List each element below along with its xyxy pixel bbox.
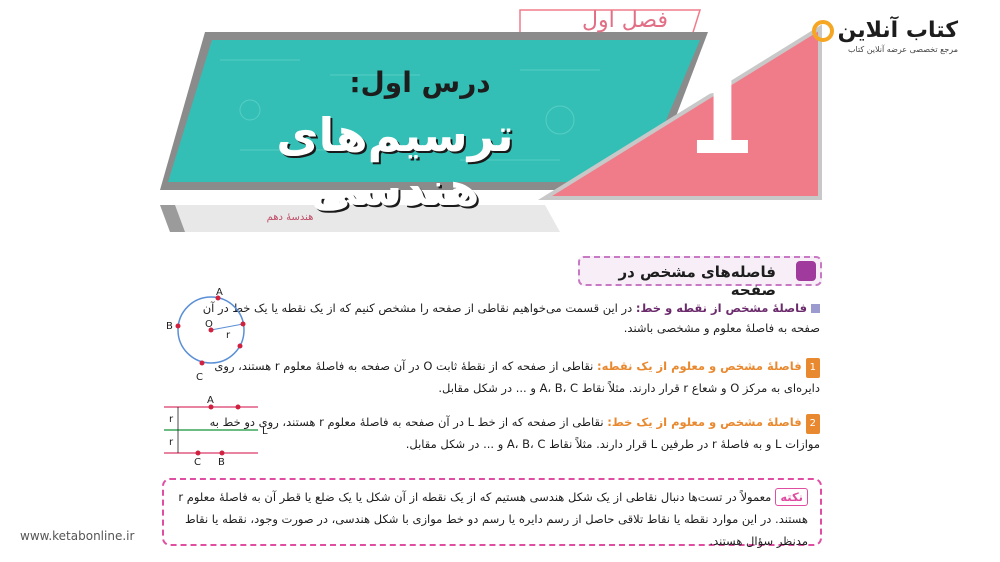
point-d xyxy=(241,322,246,327)
section-header xyxy=(578,256,822,299)
point-e xyxy=(238,344,243,349)
brand-block xyxy=(812,18,958,54)
note-text: معمولاً در تست‌ها دنبال نقاطی از یک شکل هندسی هستیم که از یک نقطه از آن شکل یا یک ضلع یا قطر آن به فاصلهٔ معلوم r هستند. در این موارد نقطه یا نقاط تلاقی حاصل از رسم دایره یا رسم دو خط موازی با شکل هندسی، در صورت وجود، نقطه یا نقاط مدنظر سؤال هستند. xyxy=(178,490,808,548)
intro-lead: فاصلهٔ مشخص از نقطه و خط: xyxy=(635,301,807,315)
label-r1: r xyxy=(169,414,174,425)
item1-text: نقاطی از صفحه که از نقطهٔ ثابت O در آن صفحه به فاصلهٔ معلوم r هستند، روی دایره‌ای به مرکز O و شعاع r قرار دارند. مثلاً نقاط A، B، C و ... در شکل مقابل. xyxy=(214,359,820,395)
parallel-lines-figure xyxy=(158,394,278,468)
label-o: O xyxy=(205,319,213,330)
lesson-prefix: درس اول: xyxy=(349,66,491,99)
item2-number: 2 xyxy=(806,414,820,434)
point-upper-2 xyxy=(236,405,241,410)
chapter-label: فصل اول xyxy=(582,8,668,33)
circle-figure xyxy=(160,284,270,386)
label-c: C xyxy=(196,372,203,383)
note-label: نکته xyxy=(775,488,808,506)
book-icon xyxy=(796,261,816,281)
point-c-line xyxy=(196,451,201,456)
point-b xyxy=(176,324,181,329)
intro-text: در این قسمت می‌خواهیم نقاطی از صفحه را مشخص کنیم که از یک نقطه یا یک خط در آن صفحه به فاصلهٔ معلوم و مشخصی باشند. xyxy=(202,301,820,335)
label-a2: A xyxy=(207,395,214,406)
lesson-title: ترسیم‌های هندسی xyxy=(276,108,514,216)
brand-name: کتاب آنلاین xyxy=(837,18,958,43)
label-b2: B xyxy=(218,457,225,468)
section-title: فاصله‌های مشخص در صفحه xyxy=(618,263,776,299)
label-b: B xyxy=(166,321,173,332)
ring-logo-icon xyxy=(812,20,834,42)
point-b-line xyxy=(220,451,225,456)
website-url: www.ketabonline.ir xyxy=(20,529,135,543)
label-c2: C xyxy=(194,457,201,468)
intro-paragraph xyxy=(180,298,820,338)
label-r: r xyxy=(226,330,231,341)
item1-number: 1 xyxy=(806,358,820,378)
square-marker-icon xyxy=(811,304,820,313)
item2-text: نقاطی از صفحه که از خط L در آن صفحه به فاصلهٔ معلوم r هستند، روی دو خط به موازات L و به فاصلهٔ r در طرفین L قرار دارند. مثلاً نقاط A، B، C و ... در شکل مقابل. xyxy=(209,415,820,451)
label-a: A xyxy=(216,287,223,298)
label-l: L xyxy=(262,426,268,437)
lesson-number: 1 xyxy=(685,60,755,177)
item1-lead: فاصلهٔ مشخص و معلوم از یک نقطه: xyxy=(597,359,802,373)
point-c xyxy=(200,361,205,366)
label-r2: r xyxy=(169,437,174,448)
item1-paragraph xyxy=(180,356,820,398)
brand-tagline: مرجع تخصصی عرضه آنلاین کتاب xyxy=(847,45,958,54)
subject-label: هندسهٔ دهم xyxy=(266,212,314,223)
note-box xyxy=(162,478,822,546)
item2-lead: فاصلهٔ مشخص و معلوم از یک خط: xyxy=(607,415,802,429)
